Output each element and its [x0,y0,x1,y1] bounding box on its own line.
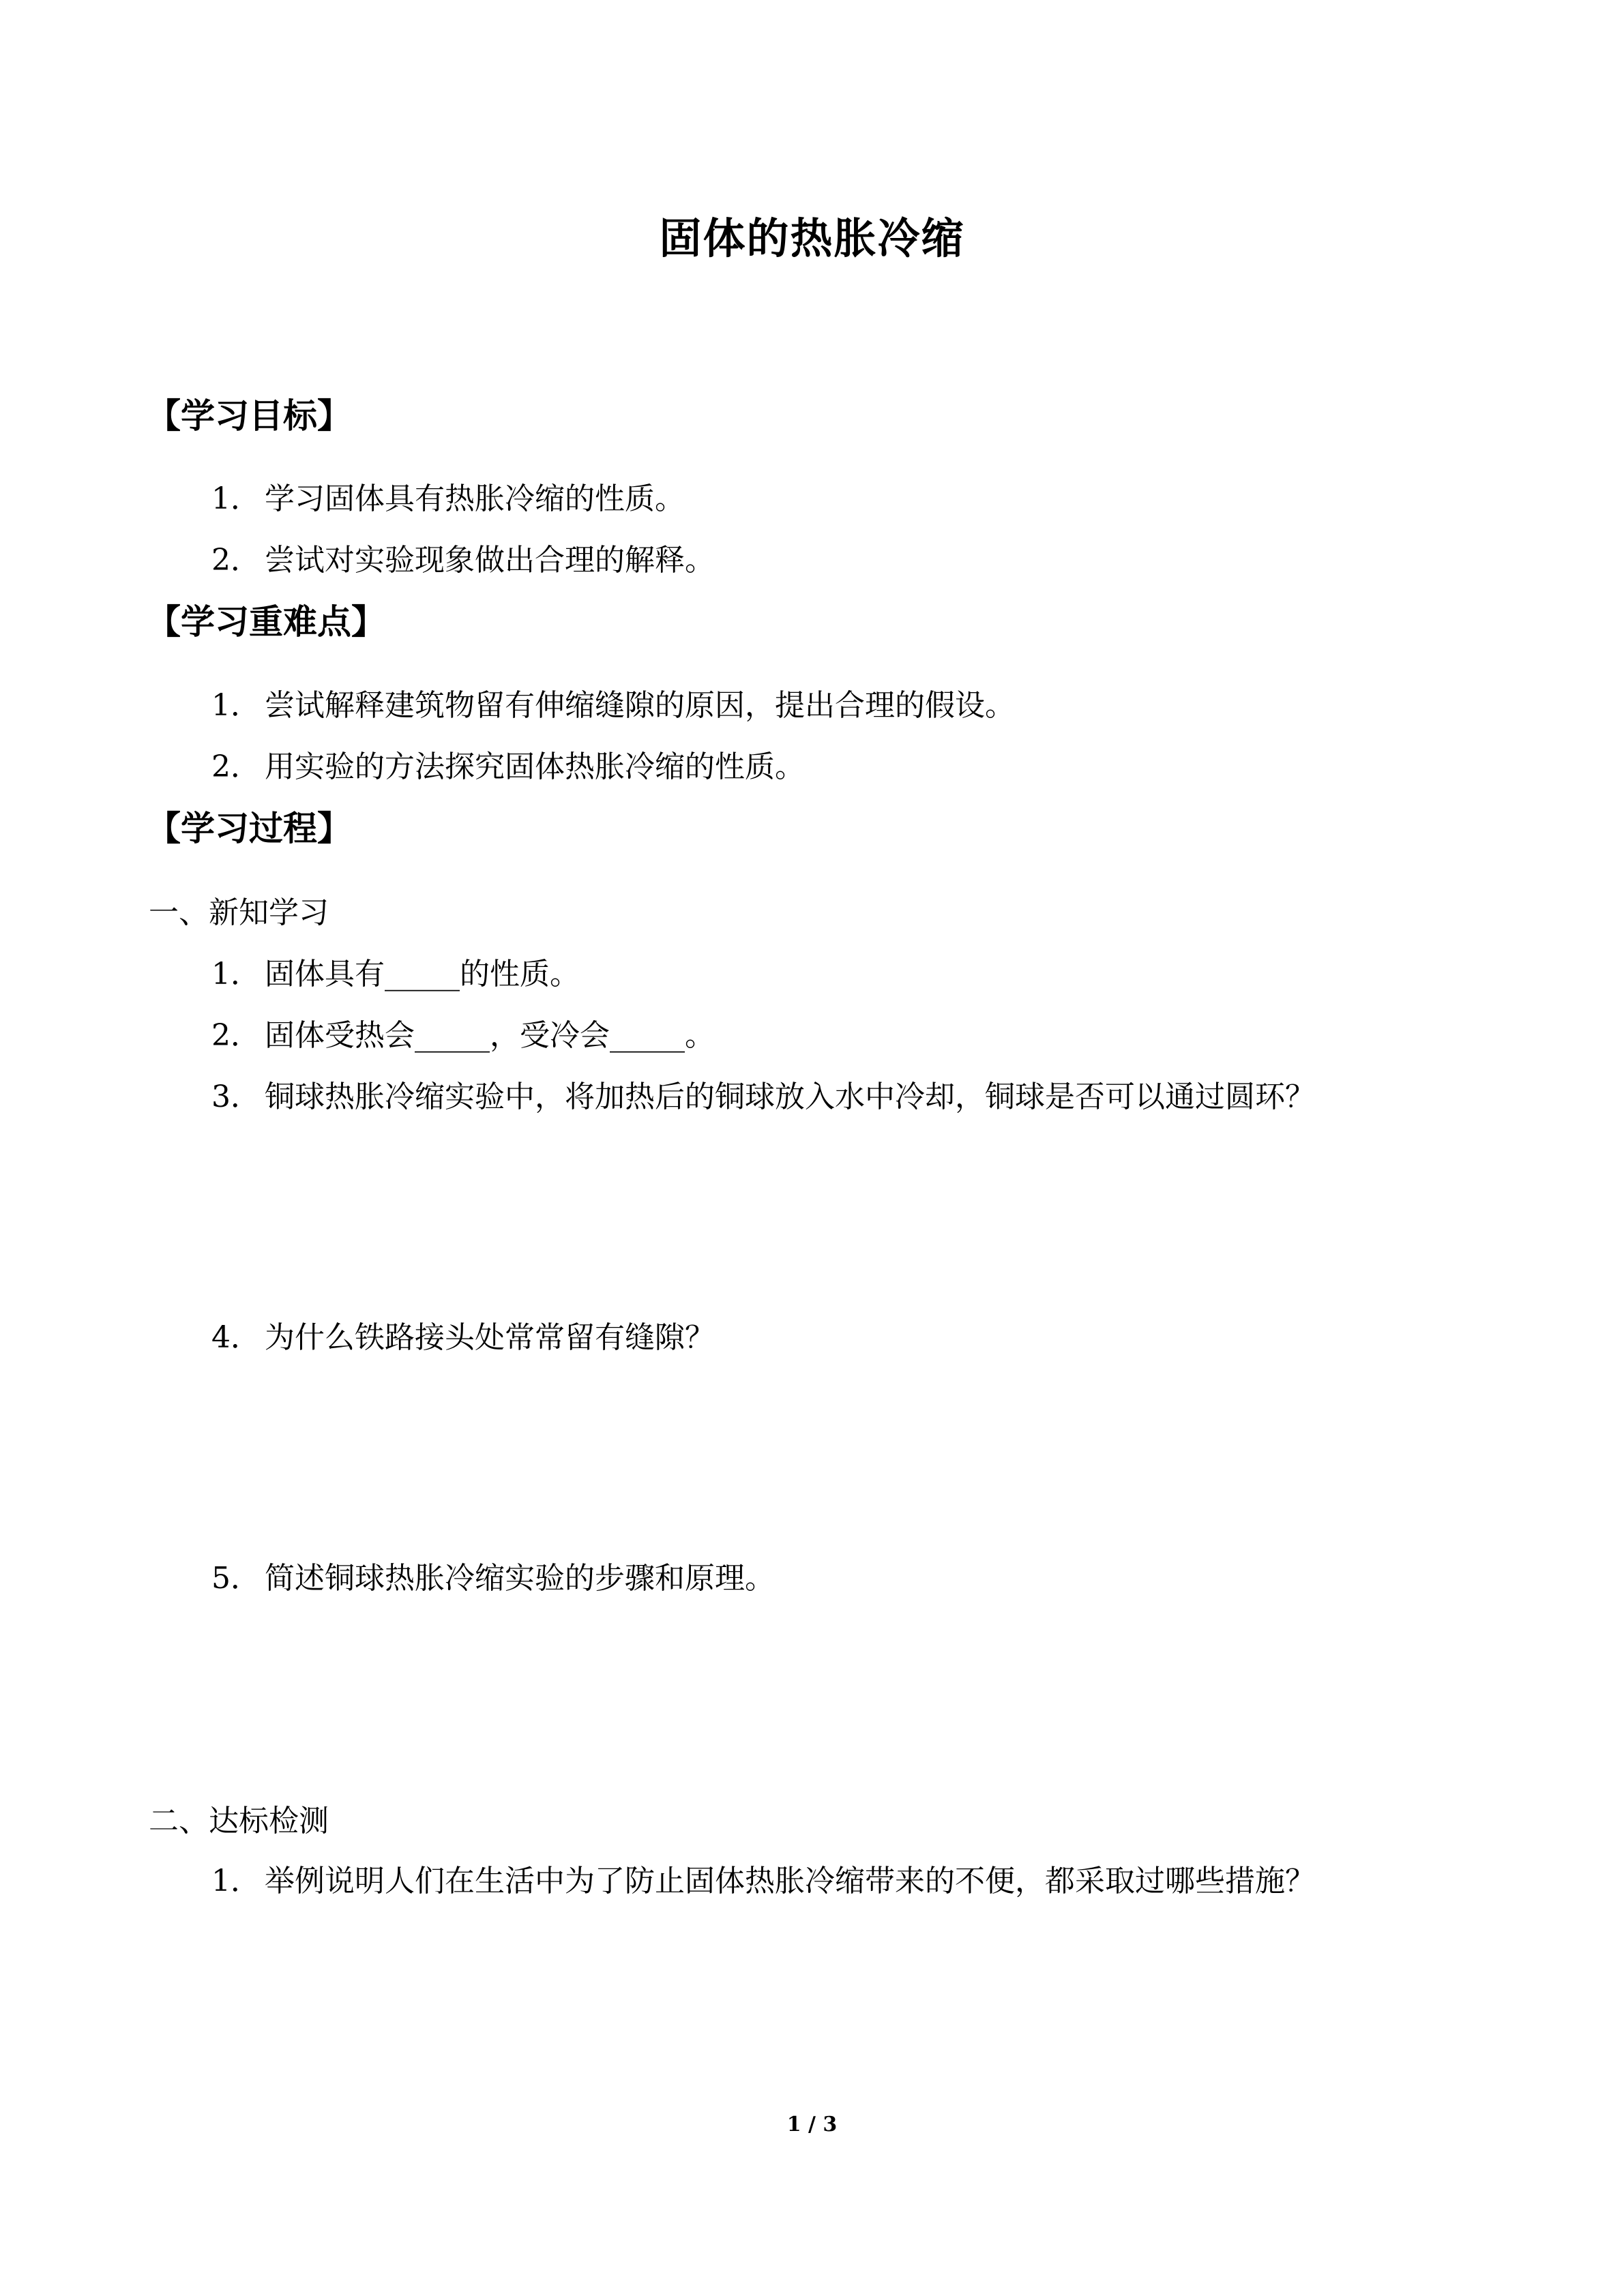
question-item [211,1313,715,1356]
objective-item [211,535,715,579]
item-text: 用实验的方法探究固体热胀冷缩的性质。 [265,749,805,784]
question-item [211,1011,715,1054]
item-number: 1． [211,688,261,723]
key-points-heading: 【学习重难点】 [147,602,385,642]
question-item [211,1553,775,1597]
item-text: 简述铜球热胀冷缩实验的步骤和原理。 [265,1561,775,1596]
process-heading: 【学习过程】 [147,809,351,848]
objective-item [211,474,685,518]
item-text: 学习固体具有热胀冷缩的性质。 [265,481,685,516]
key-point-item [211,681,1015,724]
objectives-heading: 【学习目标】 [147,396,351,436]
item-number: 2． [211,749,261,784]
item-text: 尝试对实验现象做出合理的解释。 [265,543,715,578]
item-text: 固体具有_____的性质。 [265,957,580,992]
check-item [211,1856,1315,1900]
question-item [211,949,580,993]
key-point-item [211,742,805,786]
part1-label: 一、新知学习 [149,895,329,930]
question-item [211,1072,1315,1116]
item-number: 3． [211,1079,261,1114]
item-number: 2． [211,1018,261,1053]
item-text: 铜球热胀冷缩实验中，将加热后的铜球放入水中冷却，铜球是否可以通过圆环？ [265,1079,1315,1114]
item-number: 1． [211,957,261,992]
item-text: 为什么铁路接头处常常留有缝隙？ [265,1320,715,1355]
item-number: 2． [211,543,261,578]
page-indicator: 1 / 3 [786,2113,838,2136]
item-text: 尝试解释建筑物留有伸缩缝隙的原因，提出合理的假设。 [265,688,1015,723]
document-title: 固体的热胀冷缩 [659,213,965,263]
item-number: 1． [211,481,261,516]
item-number: 1． [211,1864,261,1898]
item-text: 举例说明人们在生活中为了防止固体热胀冷缩带来的不便，都采取过哪些措施？ [265,1864,1315,1898]
item-number: 5． [211,1561,261,1596]
part2-label: 二、达标检测 [149,1804,329,1838]
item-text: 固体受热会_____，受冷会_____。 [265,1018,715,1053]
item-number: 4． [211,1320,261,1355]
